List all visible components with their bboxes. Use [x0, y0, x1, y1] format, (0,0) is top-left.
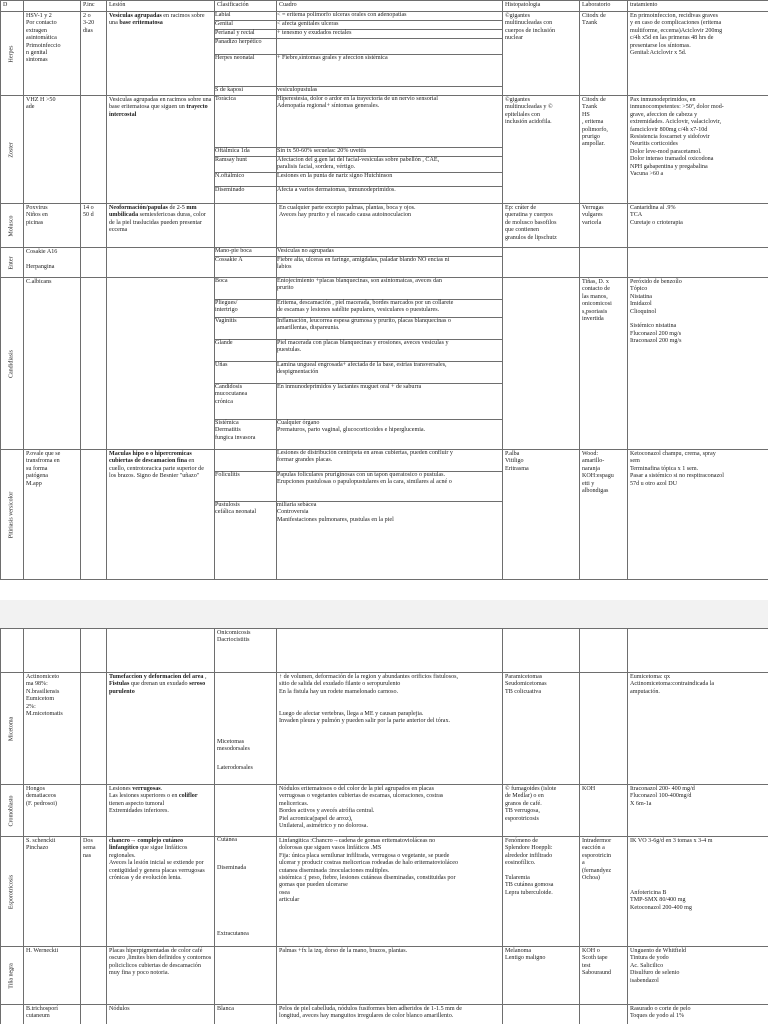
side-label-candidiasis: Candidiasis [1, 278, 24, 450]
lab-molusco: Verrugas vulgares varicela [580, 204, 628, 248]
pinc-molusco: 14 o 50 d [81, 204, 107, 248]
clasif-herpes: Labial Genital Perianal y rectal Panadizo herpético Herpes neonatal S de kaposi [215, 12, 277, 96]
pinc-herpes: 2 o 3-20 dias [81, 12, 107, 96]
agent-zoster: VHZ H >50 ade [24, 96, 81, 204]
histo-cromo: © fumagoides (islote de Medlar) o en granos de café. TB verrugosa, esporotricosis [503, 785, 580, 837]
header-d: D [1, 1, 24, 12]
histo-zoster: ©gigantes multinucleadas y © epiteliales con inclusión acidofila. [503, 96, 580, 204]
pinc-zoster [81, 96, 107, 204]
side-label-enter: Enter [1, 248, 24, 278]
lesion-enter [107, 248, 215, 278]
clasif-enter: Mano-pie boca Cossakie A [215, 248, 277, 278]
agent-tina: H. Werneckii [24, 947, 81, 1005]
side-label-micetoma: Micetoma [1, 673, 24, 785]
histo-tina: Melanoma Lentigo maligno [503, 947, 580, 1005]
dermatology-table-2 [0, 628, 768, 1024]
agent-pitiriasis: P.ovale que se transfroma en su forma patógena M.app [24, 450, 81, 580]
cuadro-enter: Vesiculas no agrupadas Fiebre alta, ulceras en faringe, amigdalas, paladar blando NO encias ni labios [277, 248, 503, 278]
pinc-tina [81, 947, 107, 1005]
lesion-herpes: Vesiculas agrupadas en racimos sobre una base eritematosa [107, 12, 215, 96]
clasif-cromo [215, 785, 277, 837]
cuadro-micetoma: ↑ de volumen, deformación de la region y abundantes orificios fistulosos, sitio de salida del exudado filante o seropurulento En la fistula hay un rodete mamelonado carnoso. Luego de afectar vertebras, llega a ME y causan paraplejia. Invaden pleura y pulmón y pueden salir por la parte anterior del tórax. [277, 673, 503, 785]
trat-piedra: Rasurado o corte de pelo Toques de yodo al 1% [628, 1005, 768, 1024]
side-label-tina: Tiña negra [1, 947, 24, 1005]
histo-piedra [503, 1005, 580, 1024]
header-pinc: P.inc [81, 1, 107, 12]
table-header-row [1, 1, 768, 12]
row-candidiasis [1, 278, 768, 450]
lesion-molusco: Neoformación/papulas de 2-5 mm umbilicada semiesfericoas duras, color de la piel traslucidas pueden presentar eccema [107, 204, 215, 248]
lesion-candidiasis [107, 278, 215, 450]
lab-cromo: KOH [580, 785, 628, 837]
side-label-pitiriasis: Pitiriasis versicolor [1, 450, 24, 580]
cuadro-tina: Palmas +fx la izq, dorso de la mano, brazos, plantas. [277, 947, 503, 1005]
trat-tina: Unguento de Whitfield Tintura de yodo Ac. Salicilico Disulfuro de selenio isabendazol [628, 947, 768, 1005]
row-herpes [1, 12, 768, 96]
row-esporotricosis [1, 837, 768, 947]
row-piedra [1, 1005, 768, 1024]
clasif-molusco [215, 204, 277, 248]
cuadro-piedra: Pelos de piel cabelluda, nódulos fusiformes bien adheridos de 1-1.5 mm de longitud, aveces hay manguitos irregulares de color blanco amarillento. [277, 1005, 503, 1024]
agent-esporo: S. schenckii Pinchazo [24, 837, 81, 947]
trat-cromo: Itraconazol 200- 400 mg/d Fluconazol 100-400mg/d X 6m-1a [628, 785, 768, 837]
lesion-zoster: Vesiculas agrupadas en racimos sobre una base eritematosa que siguen un trayecto intercostal [107, 96, 215, 204]
cuadro-cromo: Nódulos eritematosos o del color de la piel agrupados en placas verrugosas o vegetantes cubiertas de escamas, ulceraciones, costras melicericas. Bordes activos y avecés atrófia central. Piel acromica(papel de arroz), Unilateral, asimétrico y no dolorosa. [277, 785, 503, 837]
header-laboratorio: Laboratorio [580, 1, 628, 12]
trat-molusco: Cantaridina al .9% TCA Curetaje o crioterapia [628, 204, 768, 248]
header-lesion: Lesión [107, 1, 215, 12]
trat-candidiasis: Peróxido de benzoílo Tópico Nistatina Imidazol Clioquinol Sistémico nistatina Fluconazol 200 mg/s Itraconazol 200 mg/s [628, 278, 768, 450]
lab-zoster: Citodx de Tzank HS , eritema polimorfo, prurigo ampollar. [580, 96, 628, 204]
pinc-pitiriasis [81, 450, 107, 580]
clasif-candidiasis: Boca Pliegues/ intertrigo Vaginitis Glande Uñas Candidosis mucocutanea crónica Sistémica Dermatitis fungica invasora [215, 278, 277, 450]
trat-micetoma: Eumicetoma: qx Actinomicetoma:contraindicada la amputación. [628, 673, 768, 785]
agent-candidiasis: C.albicans [24, 278, 81, 450]
trat-zoster: Pax inmunodeprimidos, en inmunocompetentes: >50ª, dolor mod- grave, afeccion de cabeza y extremidades. Aciclovir, valaciclovir, famciclovir 800mg c/4h x7-10d Resistencia foscarnet y sidofovir Neuritis corticoides Dolor leve-mod paracetamol. Dolor intenso tramadol oxicodona NPH gabapentina y pregabalina Vacuna >60 a [628, 96, 768, 204]
lab-pitiriasis: Wood: amarillo- naranja KOH:espagu etti y albondigas [580, 450, 628, 580]
histo-herpes: ©gigantes multinucleadas con cuerpos de inclusión nuclear [503, 12, 580, 96]
lesion-micetoma: Tumefaccion y deformacion del area , Fistulas que drenan un exudado seroso purulento [107, 673, 215, 785]
side-label-cromoblasto: Cromoblasto [1, 785, 24, 837]
pinc-candidiasis [81, 278, 107, 450]
side-label-piedra [1, 1005, 24, 1024]
cuadro-zoster: Hiperestesia, dolor o ardor en la trayectoria de un nervio sensorial Adenopatía regional+ síntomas generales. Sin tx 50-60% secuelas: 20% uveitis Afectacion del g.gen lat del facial-vesiculas sobre pabellón , CAE, paralisis facial, sordera, vértigo. Lesiones en la punta de nariz signo Hutchinson Afecta a varios dermatomas, inmunodeprimidos. [277, 96, 503, 204]
side-label-herpes: Herpes [1, 12, 24, 96]
row-tina-negra [1, 947, 768, 1005]
side-label-esporotricosis: Esporotricosis [1, 837, 24, 947]
lab-micetoma [580, 673, 628, 785]
header-cuadro: Cuadro [277, 1, 503, 12]
clasif-tina [215, 947, 277, 1005]
agent-micetoma: Actinomiceto ma 98%: N.brasiliensis Eumicetom 2%: M.micetomatis [24, 673, 81, 785]
cuadro-herpes: < = eritema polimorfo ulceras orales con adenopatias < afecta genitales ulceras + tenesmo y exudados rectales + Fiebre,síntomas grales y afeccion sistémica vesiculopustulas [277, 12, 503, 96]
lesion-esporo: chancro→ complejo cutáneo linfangítico que sigue linfáticos regionales. Aveces la lesión inicial se extiende por contigüidad y genera placas verrugosas crónicas y de evolución lenta. [107, 837, 215, 947]
trat-pitiriasis: Ketoconazol champu, crema, spray sem Terminafina tópica x 1 sem. Pasar a sistémico si no respitraconazol 57d u otro azol DU [628, 450, 768, 580]
header-tratamiento: tratamiento [628, 1, 768, 12]
pinc-esporo: Dos sema nas [81, 837, 107, 947]
clasif-micetoma: Micetomas mesodorsales Laterodorsales [215, 673, 277, 785]
document-page-2 [0, 628, 768, 1024]
clasif-zoster: Torácica Oftálmica 1da Ramsay hunt N.oftálmico Diseminado [215, 96, 277, 204]
lab-tina: KOH o Scoth tape test Sabouraund [580, 947, 628, 1005]
lesion-tina: Placas hiperpigmentadas de color café oscuro ,limites bien definidos y contornos policiclicos cubiertas de descamación muy fina y poco notoria. [107, 947, 215, 1005]
histo-candidiasis [503, 278, 580, 450]
trat-enter [628, 248, 768, 278]
row-zoster [1, 96, 768, 204]
row-micetoma [1, 673, 768, 785]
lesion-pitiriasis: Maculas hipo o o hipercromicas cubiertas de descamacion fina en cuello, centrotoracica parte superior de los brazos. Signo de Besnier "uñazo" [107, 450, 215, 580]
agent-cromo: Hongos dematiaceos (F. pedrosoi) [24, 785, 81, 837]
pinc-micetoma [81, 673, 107, 785]
clasif-esporo: Cutánea Diseminada Extracutanea [215, 837, 277, 947]
lab-enter [580, 248, 628, 278]
histo-molusco: Ep: cráter de queratina y cuerpos de molusco basofilos que contienen granulos de lipschutz [503, 204, 580, 248]
row-pitiriasis [1, 450, 768, 580]
cuadro-molusco: En cualquier parte excepto palmas, plantas, boca y ojos. Aveces hay prurito y el rascado causa autoinoculacion [277, 204, 503, 248]
cuadro-candidiasis: Entojecimiento +placas blanquecinas, son asintomatcas, aveces dan prurito Eritema, descamación , piel macerada, bordes marcados por un collarete de escamas y lesiones satélite papulares, vesiculares o puestulares. Inflamación, leucorrea espesa grumosa y prurito, placas blanquecinas o amarillentas, dispareunia. Piel macerada con placas blanquecinas y erosiones, aveces vesiculas y puestulas. Lamina ungueal engrosada+ afectada de la base, estrias transversales, despigmentación En inmunodeprimidos y lactantes muguet oral + de saburra Cualquier órgano Prematuros, parto vaginal, glucocorticoides e hiperglucemia. [277, 278, 503, 450]
pinc-cromo [81, 785, 107, 837]
row-cromoblastomicosis [1, 785, 768, 837]
side-label-molusco: Molusco [1, 204, 24, 248]
row-enter [1, 248, 768, 278]
header-clasificacion: Clasificación [215, 1, 277, 12]
clasif-onicomicosis: Onicomicosis Dacriocistitis [215, 629, 277, 673]
lesion-cromo: Lesiones verrugosas. Las lesiones superiores o en coliflor tienen aspecto tumoral Extremidades inferiores. [107, 785, 215, 837]
agent-enter: Cosakie A16 Herpangina [24, 248, 81, 278]
agent-herpes: HSV-1 y 2 Por contacto extragen asintomática Primoinfeccio n genital sintomas [24, 12, 81, 96]
lab-piedra [580, 1005, 628, 1024]
lab-esporo: Intradermor eacción a esporotricin a (fernandyez Ochoa) [580, 837, 628, 947]
agent-piedra: B.trichosporí cutaneum [24, 1005, 81, 1024]
pinc-piedra [81, 1005, 107, 1024]
agent-molusco: Poxvirus Niños en picinas [24, 204, 81, 248]
pinc-enter [81, 248, 107, 278]
histo-micetoma: Paramicetomas Seudomicetomas TB colicuativa [503, 673, 580, 785]
clasif-pitiriasis: Foliculitis Pustulosis cefálica neonatal [215, 450, 277, 580]
row-molusco [1, 204, 768, 248]
lesion-piedra: Nódulos [107, 1005, 215, 1024]
trat-esporo: IK VO 3-6g/d en 3 tomas x 3-4 m Anfotericina B TMP-SMX 80/400 mg Ketoconazol 200-400 mg [628, 837, 768, 947]
trat-herpes: En primoinfeccion, recidivas graves y en caso de complicaciones (eritema multiforme, eccema)Aciclovir 200mg c/4h x5d en las primeras 48 hrs de presentarse los síntomas. Genital:Aciclovir x 5d. [628, 12, 768, 96]
cuadro-pitiriasis: Lesiones de distribución centrípeta en areas cubiertas, pueden confluir y formar grandes placas. Papulas foliculares pruriginosas con un tapon queratosico o pustulas. Erupciones pustulosas o papulopustulares en la cara, similares al acné o miliaria sebácea Controversia Manifestaciones pulmonares, pustulas en la piel [277, 450, 503, 580]
side-label-zoster: Zoster [1, 96, 24, 204]
histo-pitiriasis: P.alba Vitiligo Eritrasma [503, 450, 580, 580]
row-onicomicosis [1, 629, 768, 673]
histo-enter [503, 248, 580, 278]
lab-herpes: Citodx de Tzank [580, 12, 628, 96]
lab-candidiasis: Tiñas, D. x contacto de las manos, onicomicosi s,psoriasis invertida [580, 278, 628, 450]
clasif-piedra: Blanca [215, 1005, 277, 1024]
histo-esporo: Fenómeno de Splendore Hoeppli: alrededor infiltrado eosinofílico. Tularemia TB cutánea gomosa Lepra tuberculoide. [503, 837, 580, 947]
header-blank [24, 1, 81, 12]
cuadro-esporo: Linfangitica :Chancro→cadena de gomas eritematovioláceas no dolorosas que siguen vasos linfáticos .MS Fija: única placa semilunar infiltrada, verrugosa o vegetante, se puede ulcerar y producir costras melicericas rodeadas de halo eritematovioláceo cutanea diseminada :inoculaciones multiples. sistémica :( peso, fiebre, lesiones cutáneas diseminadas, constituidas por gomas que pueden ulcerarse osea articular [277, 837, 503, 947]
header-histopatologia: Histopatologia [503, 1, 580, 12]
